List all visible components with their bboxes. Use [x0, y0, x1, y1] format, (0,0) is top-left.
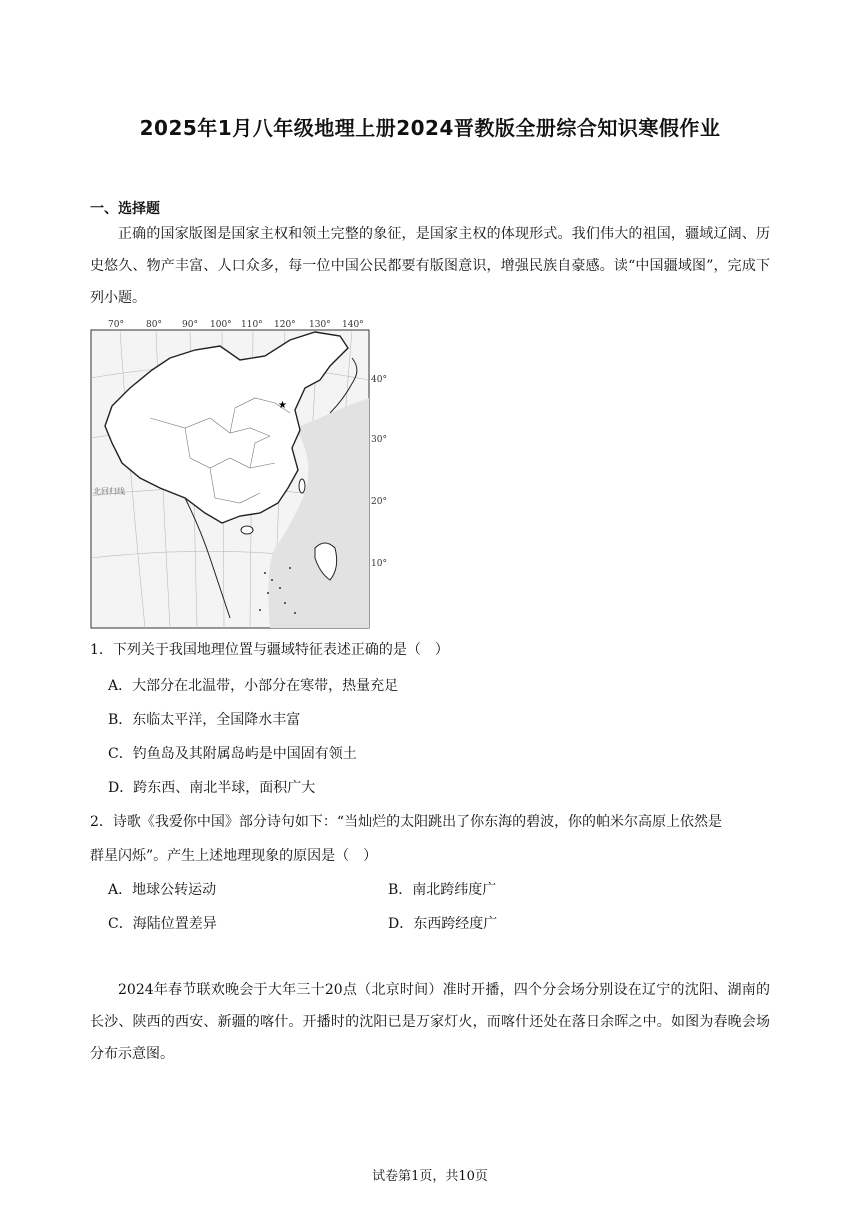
lat-label: 20° — [371, 497, 387, 507]
section-heading: 一、选择题 — [90, 201, 160, 217]
lon-label: 130° — [309, 320, 331, 330]
lat-label: 40° — [371, 375, 387, 385]
q2-option-a: A．地球公转运动 — [108, 882, 217, 898]
lon-label: 140° — [342, 320, 364, 330]
second-paragraph: 2024年春节联欢晚会于大年三十20点（北京时间）准时开播，四个分会场分别设在辽宁的沈阳、湖南的长沙、陕西的西安、新疆的喀什。开播时的沈阳已是万家灯火，而喀什还处在落日余晖之中。如图为春晚会场分布示意图。 — [90, 982, 770, 1062]
lon-label: 120° — [274, 320, 296, 330]
lat-label: 30° — [371, 435, 387, 445]
page-title: 2025年1月八年级地理上册2024晋教版全册综合知识寒假作业 — [139, 116, 721, 140]
question-2-stem-line2: 群星闪烁”。产生上述地理现象的原因是（ ） — [90, 848, 378, 864]
q1-option-a: A．大部分在北温带，小部分在寒带，热量充足 — [108, 678, 399, 694]
lon-label: 80° — [146, 320, 162, 330]
intro-paragraph: 正确的国家版图是国家主权和领土完整的象征，是国家主权的体现形式。我们伟大的祖国，疆域辽阔、历史悠久、物产丰富、人口众多，每一位中国公民都要有版图意识，增强民族自豪感。读“中国疆域图”，完成下列小题。 — [90, 226, 770, 306]
q1-option-c: C．钓鱼岛及其附属岛屿是中国固有领土 — [108, 746, 357, 762]
lon-label: 110° — [241, 320, 263, 330]
q2-option-b: B．南北跨纬度广 — [388, 882, 497, 898]
q2-option-d: D．东西跨经度广 — [388, 916, 498, 932]
question-2-stem-line1: 2．诗歌《我爱你中国》部分诗句如下：“当灿烂的太阳跳出了你东海的碧波，你的帕米尔高原上依然是 — [90, 814, 723, 830]
svg-text:★: ★ — [278, 400, 287, 411]
lon-label: 70° — [108, 320, 124, 330]
lon-label: 90° — [182, 320, 198, 330]
q1-option-d: D．跨东西、南北半球，面积广大 — [108, 780, 316, 796]
page-footer: 试卷第1页，共10页 — [372, 1169, 488, 1184]
lon-label: 100° — [210, 320, 232, 330]
lat-label: 10° — [371, 559, 387, 569]
tropic-label: 北回归线 — [93, 487, 125, 496]
q2-option-c: C．海陆位置差异 — [108, 916, 217, 932]
china-territory-map — [90, 318, 400, 630]
question-1-stem: 1．下列关于我国地理位置与疆域特征表述正确的是（ ） — [90, 642, 449, 658]
q1-option-b: B．东临太平洋，全国降水丰富 — [108, 712, 301, 728]
